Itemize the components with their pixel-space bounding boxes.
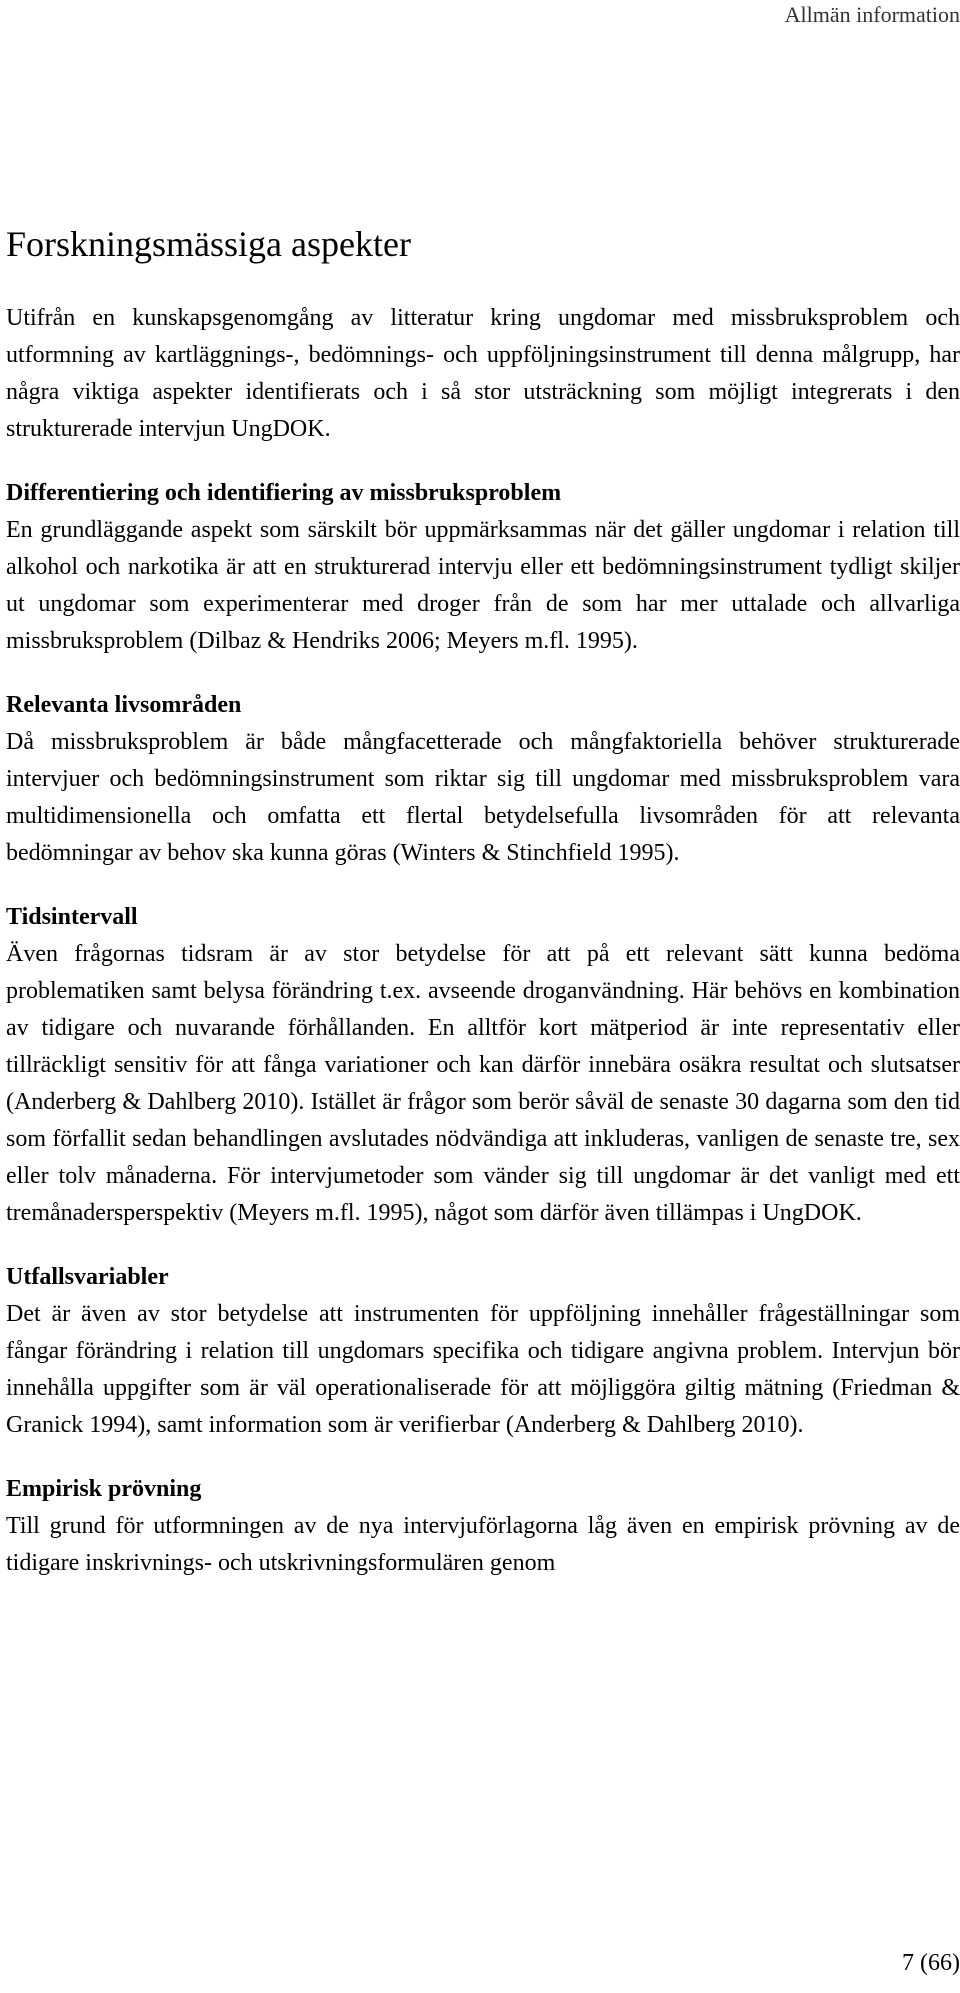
section-livsomraden — [6, 687, 960, 872]
section-empirisk-provning — [6, 1471, 960, 1582]
section-heading: Relevanta livsområden — [6, 692, 242, 718]
section-tidsintervall — [6, 899, 960, 1232]
running-header: Allmän information — [784, 2, 960, 27]
section-body: Även frågornas tidsram är av stor betydelse för att på ett relevant sätt kunna bedöma problematiken samt belysa förändring t.ex. avseende droganvändning. Här behövs en kombination av tidigare och nuvarande förhållanden. En alltför kort mätperiod är inte representativ eller tillräckligt sensitiv för att fånga variationer och kan därför innebära osäkra resultat och slutsatser (Anderberg & Dahlberg 2010). Istället är frågor som berör såväl de senaste 30 dagarna som den tid som förfallit sedan behandlingen avslutades nödvändiga att inkluderas, vanligen de senaste tre, sex eller tolv månaderna. För intervjumetoder som vänder sig till ungdomar är det vanligt med ett tremånadersperspektiv (Meyers m.fl. 1995), något som därför även tillämpas i UngDOK. — [6, 941, 960, 1226]
section-body: Då missbruksproblem är både mångfacetterade och mångfaktoriella behöver strukturerade intervjuer och bedömningsinstrument som riktar sig till ungdomar med missbruksproblem vara multidimensionella och omfatta ett flertal betydelsefulla livsområden för att relevanta bedömningar av behov ska kunna göras (Winters & Stinchfield 1995). — [6, 729, 960, 866]
section-utfallsvariabler — [6, 1259, 960, 1444]
section-heading: Empirisk prövning — [6, 1476, 202, 1502]
section-differentiering — [6, 475, 960, 660]
intro-paragraph: Utifrån en kunskapsgenomgång av litteratur kring ungdomar med missbruksproblem och utformning av kartläggnings-, bedömnings- och uppföljningsinstrument till denna målgrupp, har några viktiga aspekter identifierats och i så stor utsträckning som möjligt integrerats i den strukturerade intervjun UngDOK. — [6, 305, 960, 442]
page-title: Forskningsmässiga aspekter — [6, 224, 411, 264]
document-body — [6, 300, 960, 1609]
section-body: En grundläggande aspekt som särskilt bör uppmärksammas när det gäller ungdomar i relation till alkohol och narkotika är att en strukturerad intervju eller ett bedömningsinstrument tydligt skiljer ut ungdomar som experimenterar med droger från de som har mer uttalade och allvarliga missbruksproblem (Dilbaz & Hendriks 2006; Meyers m.fl. 1995). — [6, 517, 960, 654]
section-heading: Tidsintervall — [6, 904, 138, 930]
section-heading: Differentiering och identifiering av missbruksproblem — [6, 480, 562, 506]
page-number: 7 (66) — [902, 1950, 960, 1976]
section-heading: Utfallsvariabler — [6, 1264, 169, 1290]
section-body: Till grund för utformningen av de nya intervjuförlagorna låg även en empirisk prövning av de tidigare inskrivnings- och utskrivningsformulären genom — [6, 1513, 960, 1576]
section-body: Det är även av stor betydelse att instrumenten för uppföljning innehåller frågeställningar som fångar förändring i relation till ungdomars specifika och tidigare angivna problem. Intervjun bör innehålla uppgifter som är väl operationaliserade för att möjliggöra giltig mätning (Friedman & Granick 1994), samt information som är verifierbar (Anderberg & Dahlberg 2010). — [6, 1301, 960, 1438]
